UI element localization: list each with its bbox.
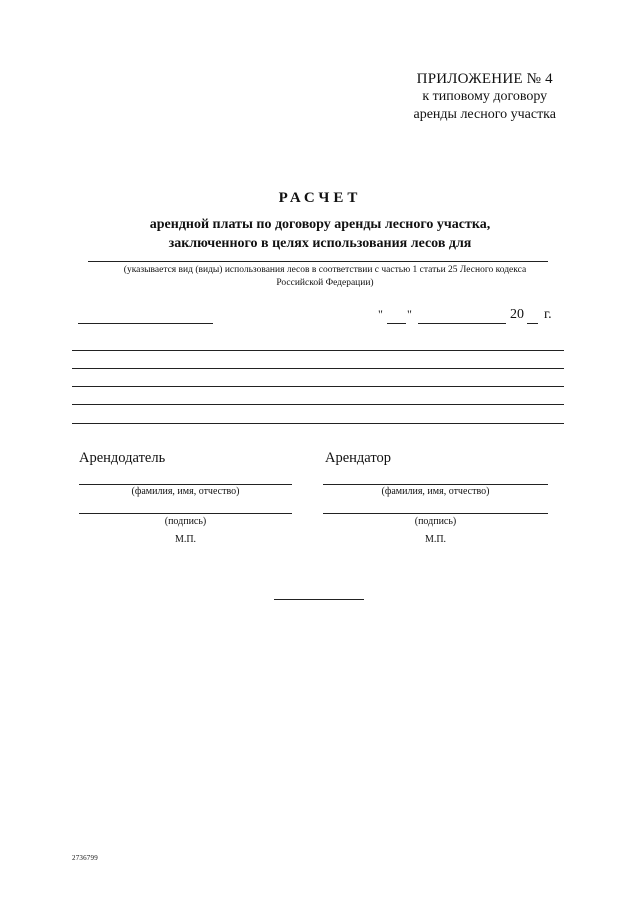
lessee-signature-caption: (подпись)	[414, 516, 457, 527]
content-blank-line-4[interactable]	[72, 404, 564, 405]
content-blank-line-2[interactable]	[72, 368, 564, 369]
lessee-label: Арендатор	[325, 450, 392, 466]
place-blank-line[interactable]	[78, 323, 213, 324]
lessor-name-caption: (фамилия, имя, отчество)	[131, 486, 240, 497]
appendix-header	[414, 70, 557, 124]
date-close-quote-wrap	[407, 307, 412, 323]
date-year-prefix: 20	[510, 307, 524, 322]
usage-blank-line[interactable]	[88, 261, 548, 262]
date-year-blank[interactable]	[527, 323, 538, 324]
usage-note	[80, 264, 570, 290]
date-year-suffix: г.	[544, 307, 552, 322]
document-subtitle-line-1: арендной платы по договору аренды лесного участка,	[149, 217, 491, 232]
usage-note-line-1: (указывается вид (виды) использования лесов в соответствии с частью 1 статьи 25 Лесного кодекса	[123, 265, 527, 275]
appendix-title: ПРИЛОЖЕНИЕ № 4	[416, 71, 553, 87]
usage-note-line-2: Российской Федерации)	[276, 278, 374, 288]
lessor-signature-line[interactable]	[79, 513, 292, 514]
date-field	[378, 307, 383, 323]
date-month-blank[interactable]	[418, 323, 506, 324]
content-blank-line-1[interactable]	[72, 350, 564, 351]
closing-separator-line	[274, 599, 364, 600]
appendix-line-2: аренды лесного участка	[413, 107, 556, 122]
date-close-quote: "	[407, 307, 412, 321]
lessor-name-line[interactable]	[79, 484, 292, 485]
date-day-blank[interactable]	[387, 323, 406, 324]
lessee-name-line[interactable]	[323, 484, 548, 485]
lessee-stamp-label: М.П.	[424, 534, 447, 545]
document-number: 2736799	[72, 854, 98, 862]
document-title: РАСЧЕТ	[278, 190, 362, 206]
lessee-signature-line[interactable]	[323, 513, 548, 514]
document-subtitle	[0, 215, 640, 253]
content-blank-line-3[interactable]	[72, 386, 564, 387]
content-blank-line-5[interactable]	[72, 423, 564, 424]
lessor-signature-caption: (подпись)	[164, 516, 207, 527]
lessor-label: Арендодатель	[79, 450, 166, 466]
lessee-name-caption: (фамилия, имя, отчество)	[381, 486, 490, 497]
appendix-line-1: к типовому договору	[422, 89, 548, 104]
lessor-stamp-label: М.П.	[174, 534, 197, 545]
document-subtitle-line-2: заключенного в целях использования лесов для	[168, 236, 472, 251]
date-open-quote: "	[378, 307, 383, 321]
